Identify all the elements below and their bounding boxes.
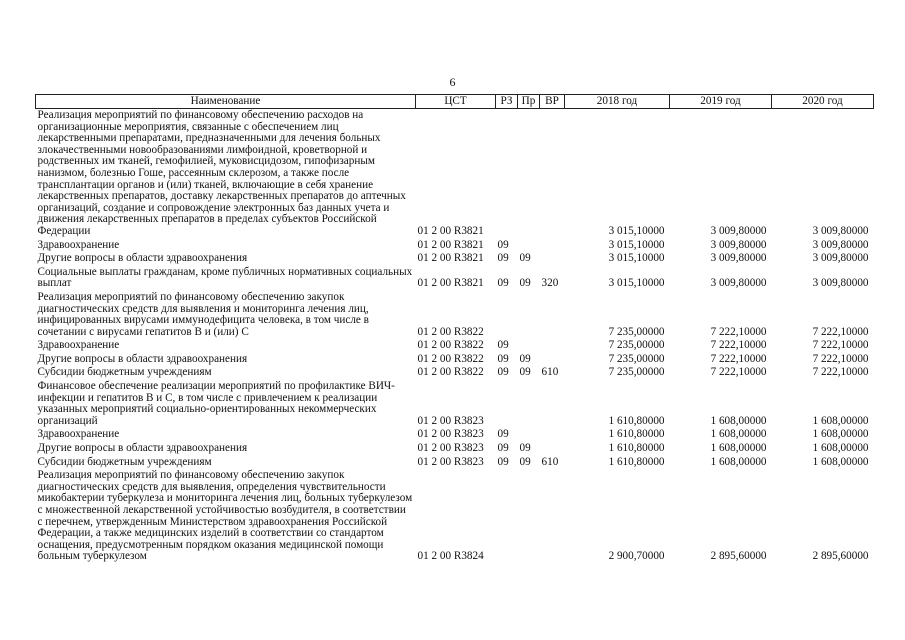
row-2018: 7 235,00000 bbox=[608, 325, 665, 338]
row-2019: 1 608,00000 bbox=[710, 442, 767, 455]
row-name: Другие вопросы в области здравоохранения bbox=[37, 252, 248, 265]
page-number: 6 bbox=[449, 75, 456, 89]
row-rz bbox=[496, 109, 518, 239]
row-2019: 3 009,80000 bbox=[710, 224, 767, 237]
header-rz: РЗ bbox=[496, 95, 518, 109]
row-2019: 3 009,80000 bbox=[710, 277, 767, 290]
row-2019: 1 608,00000 bbox=[710, 455, 767, 468]
table-row bbox=[36, 442, 874, 456]
row-2020: 7 222,10000 bbox=[812, 352, 869, 365]
row-name: Реализация мероприятий по финансовому обеспечению расходов на организационные мероприятия, связанные с обеспечением лиц лекарственными препаратами, предназначенными для лечения больных злокачественными новообразованиями лимфоидной, кроветворной и родственных им тканей, гемофилией, муковисцидозом, гипофизарным нанизмом, болезнью Гоше, рассеянным склерозом, а также после трансплантации органов и (или) тканей, включающие в себя хранение лекарственных препаратов, доставку лекарственных препаратов до аптечных организаций, создание и сопровождение электронных баз данных учета и движения лекарственных препаратов в пределах субъектов Российской Федерации bbox=[37, 109, 406, 237]
row-pr: 09 bbox=[519, 277, 531, 290]
row-pr bbox=[518, 109, 540, 239]
row-vr bbox=[540, 469, 565, 564]
header-cst: ЦСТ bbox=[416, 95, 496, 109]
table-row bbox=[36, 291, 874, 339]
row-2020: 1 608,00000 bbox=[812, 414, 869, 427]
table-row bbox=[36, 252, 874, 266]
row-vr: 320 bbox=[541, 277, 559, 290]
row-pr: 09 bbox=[519, 442, 531, 455]
row-2019: 7 222,10000 bbox=[710, 339, 767, 352]
table-row bbox=[36, 109, 874, 239]
row-rz bbox=[496, 469, 518, 564]
table-row bbox=[36, 353, 874, 367]
row-2018: 3 015,10000 bbox=[608, 238, 665, 251]
header-vr: ВР bbox=[540, 95, 565, 109]
row-vr bbox=[540, 428, 565, 442]
row-pr: 09 bbox=[519, 455, 531, 468]
row-rz: 09 bbox=[497, 428, 509, 441]
row-vr bbox=[540, 109, 565, 239]
row-name: Здравоохранение bbox=[37, 428, 120, 441]
row-2020: 2 895,60000 bbox=[812, 550, 869, 563]
row-2020: 7 222,10000 bbox=[812, 339, 869, 352]
row-name: Здравоохранение bbox=[37, 238, 120, 251]
header-2018: 2018 год bbox=[565, 95, 670, 109]
table-header-row bbox=[36, 95, 874, 109]
table-row bbox=[36, 266, 874, 291]
header-2019: 2019 год bbox=[670, 95, 772, 109]
row-2019: 2 895,60000 bbox=[710, 550, 767, 563]
row-2020: 3 009,80000 bbox=[812, 252, 869, 265]
row-pr: 09 bbox=[519, 366, 531, 379]
row-pr bbox=[518, 339, 540, 353]
row-2018: 7 235,00000 bbox=[608, 366, 665, 379]
row-vr bbox=[540, 442, 565, 456]
row-2018: 2 900,70000 bbox=[608, 550, 665, 563]
row-vr: 610 bbox=[541, 455, 559, 468]
row-2020: 1 608,00000 bbox=[812, 455, 869, 468]
row-2019: 7 222,10000 bbox=[710, 325, 767, 338]
row-2019: 3 009,80000 bbox=[710, 252, 767, 265]
row-vr bbox=[540, 339, 565, 353]
row-name: Субсидии бюджетным учреждениям bbox=[37, 366, 212, 379]
row-cst: 01 2 00 R3823 bbox=[417, 455, 484, 468]
row-2018: 1 610,80000 bbox=[608, 455, 665, 468]
row-vr bbox=[540, 380, 565, 428]
row-name: Финансовое обеспечение реализации мероприятий по профилактике ВИЧ-инфекции и гепатитов В и С, в том числе с привлечением к реализации указанных мероприятий социально-ориентированных некоммерческих организаций bbox=[37, 380, 395, 427]
row-name: Другие вопросы в области здравоохранения bbox=[37, 442, 248, 455]
budget-table bbox=[35, 94, 874, 564]
row-cst: 01 2 00 R3823 bbox=[417, 414, 484, 427]
row-2019: 1 608,00000 bbox=[710, 428, 767, 441]
header-pr: Пр bbox=[518, 95, 540, 109]
row-pr bbox=[518, 239, 540, 253]
row-rz: 09 bbox=[497, 252, 509, 265]
row-name: Здравоохранение bbox=[37, 339, 120, 352]
row-2020: 7 222,10000 bbox=[812, 325, 869, 338]
row-name: Другие вопросы в области здравоохранения bbox=[37, 352, 248, 365]
row-name: Социальные выплаты гражданам, кроме публичных нормативных социальных выплат bbox=[37, 265, 413, 290]
row-vr: 610 bbox=[541, 366, 559, 379]
row-rz: 09 bbox=[497, 277, 509, 290]
row-2018: 1 610,80000 bbox=[608, 428, 665, 441]
row-rz: 09 bbox=[497, 238, 509, 251]
row-rz: 09 bbox=[497, 339, 509, 352]
row-cst: 01 2 00 R3821 bbox=[417, 224, 484, 237]
table-row bbox=[36, 380, 874, 428]
row-cst: 01 2 00 R3821 bbox=[417, 252, 484, 265]
table-row bbox=[36, 366, 874, 380]
row-pr: 09 bbox=[519, 252, 531, 265]
row-2019: 7 222,10000 bbox=[710, 352, 767, 365]
row-pr bbox=[518, 291, 540, 339]
row-name: Реализация мероприятий по финансовому обеспечению закупок диагностических средств для выявления, определения чувствительности микобактерии туберкулеза и мониторинга лечения лиц, больных туберкулезом с множественной лекарственной устойчивостью возбудителя, в соответствии с перечнем, утвержденным Министерством здравоохранения Российской Федерации, а также медицинских изделий в соответствии со стандартом оснащения, предусмотренным порядком оказания медицинской помощи больным туберкулезом bbox=[37, 469, 413, 563]
row-vr bbox=[540, 239, 565, 253]
row-cst: 01 2 00 R3822 bbox=[417, 339, 484, 352]
row-2019: 7 222,10000 bbox=[710, 366, 767, 379]
row-rz: 09 bbox=[497, 442, 509, 455]
row-vr bbox=[540, 291, 565, 339]
row-2018: 3 015,10000 bbox=[608, 224, 665, 237]
row-cst: 01 2 00 R3821 bbox=[417, 238, 484, 251]
row-2019: 1 608,00000 bbox=[710, 414, 767, 427]
row-2018: 7 235,00000 bbox=[608, 352, 665, 365]
row-name: Реализация мероприятий по финансовому обеспечению закупок диагностических средств для выявления и мониторинга лечения лиц, инфицированных вирусами иммунодефицита человека, в том числе в сочетании с вирусами гепатитов В и (или) С bbox=[37, 290, 369, 338]
row-2019: 3 009,80000 bbox=[710, 238, 767, 251]
row-rz bbox=[496, 291, 518, 339]
row-2020: 3 009,80000 bbox=[812, 238, 869, 251]
table-row bbox=[36, 469, 874, 564]
table-row bbox=[36, 339, 874, 353]
row-2020: 3 009,80000 bbox=[812, 277, 869, 290]
row-pr bbox=[518, 380, 540, 428]
row-cst: 01 2 00 R3822 bbox=[417, 325, 484, 338]
row-2020: 1 608,00000 bbox=[812, 428, 869, 441]
row-rz: 09 bbox=[497, 352, 509, 365]
table-row bbox=[36, 456, 874, 470]
row-name: Субсидии бюджетным учреждениям bbox=[37, 455, 212, 468]
row-2018: 1 610,80000 bbox=[608, 414, 665, 427]
row-cst: 01 2 00 R3823 bbox=[417, 428, 484, 441]
header-2020: 2020 год bbox=[772, 95, 874, 109]
row-cst: 01 2 00 R3823 bbox=[417, 442, 484, 455]
row-2018: 1 610,80000 bbox=[608, 442, 665, 455]
table-body bbox=[36, 109, 874, 564]
row-rz: 09 bbox=[497, 366, 509, 379]
row-cst: 01 2 00 R3822 bbox=[417, 366, 484, 379]
row-cst: 01 2 00 R3821 bbox=[417, 277, 484, 290]
table-row bbox=[36, 428, 874, 442]
row-vr bbox=[540, 252, 565, 266]
row-pr: 09 bbox=[519, 352, 531, 365]
row-2020: 3 009,80000 bbox=[812, 224, 869, 237]
row-vr bbox=[540, 353, 565, 367]
row-pr bbox=[518, 428, 540, 442]
row-rz bbox=[496, 380, 518, 428]
row-2018: 3 015,10000 bbox=[608, 277, 665, 290]
table-row bbox=[36, 239, 874, 253]
row-2020: 1 608,00000 bbox=[812, 442, 869, 455]
row-2018: 7 235,00000 bbox=[608, 339, 665, 352]
row-2018: 3 015,10000 bbox=[608, 252, 665, 265]
row-cst: 01 2 00 R3824 bbox=[417, 550, 484, 563]
row-pr bbox=[518, 469, 540, 564]
row-2020: 7 222,10000 bbox=[812, 366, 869, 379]
row-cst: 01 2 00 R3822 bbox=[417, 352, 484, 365]
header-name: Наименование bbox=[36, 95, 416, 109]
row-rz: 09 bbox=[497, 455, 509, 468]
